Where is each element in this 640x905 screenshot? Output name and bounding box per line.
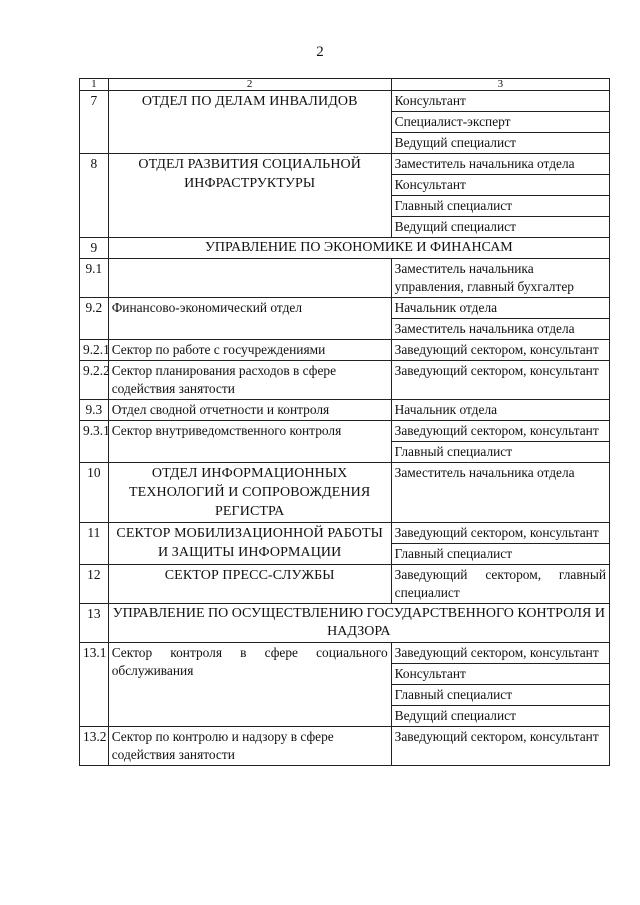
position-cell: Заместитель начальника управления, главный бухгалтер [391,259,609,298]
position-cell: Главный специалист [391,685,609,706]
position-cell: Консультант [391,175,609,196]
position-cell: Заведующий сектором, консультант [391,361,609,400]
department-name: Сектор внутриведомственного контроля [108,421,391,463]
position-cell: Начальник отдела [391,400,609,421]
staff-structure-table [79,78,610,766]
position-cell: Консультант [391,664,609,685]
position-cell: Заведующий сектором, консультант [391,727,609,766]
position-cell: Главный специалист [391,442,609,463]
table-row [80,361,610,400]
position-cell: Заведующий сектором, консультант [391,643,609,664]
row-number: 9.3 [80,400,109,421]
position-cell: Ведущий специалист [391,217,609,238]
department-name: ОТДЕЛ РАЗВИТИЯ СОЦИАЛЬНОЙ ИНФРАСТРУКТУРЫ [108,154,391,238]
department-name: УПРАВЛЕНИЕ ПО ОСУЩЕСТВЛЕНИЮ ГОСУДАРСТВЕННОГО КОНТРОЛЯ И НАДЗОРА [108,604,609,643]
header-col-3: 3 [391,79,609,91]
position-cell: Начальник отдела [391,298,609,319]
table-row [80,340,610,361]
position-cell: Специалист-эксперт [391,112,609,133]
table-row [80,400,610,421]
table-row [80,154,610,175]
department-name: СЕКТОР МОБИЛИЗАЦИОННОЙ РАБОТЫ И ЗАЩИТЫ ИНФОРМАЦИИ [108,523,391,565]
department-name: Финансово-экономический отдел [108,298,391,340]
position-cell: Заведующий сектором, консультант [391,340,609,361]
department-name: ОТДЕЛ ПО ДЕЛАМ ИНВАЛИДОВ [108,91,391,154]
row-number: 13.1 [80,643,109,727]
row-number: 13 [80,604,109,643]
department-name: Сектор планирования расходов в сфере содействия занятости [108,361,391,400]
row-number: 9.2.2 [80,361,109,400]
page-number: 2 [316,44,324,60]
table-row [80,523,610,544]
position-cell: Ведущий специалист [391,133,609,154]
table-row [80,421,610,442]
department-name: Отдел сводной отчетности и контроля [108,400,391,421]
row-number: 9 [80,238,109,259]
row-number: 9.1 [80,259,109,298]
position-cell: Консультант [391,91,609,112]
table-header-row [80,79,610,91]
table-row [80,565,610,604]
table-row [80,238,610,259]
header-col-2: 2 [108,79,391,91]
table-row [80,604,610,643]
position-cell: Ведущий специалист [391,706,609,727]
department-name: ОТДЕЛ ИНФОРМАЦИОННЫХ ТЕХНОЛОГИЙ И СОПРОВОЖДЕНИЯ РЕГИСТРА [108,463,391,523]
row-number: 9.2.1 [80,340,109,361]
row-number: 13.2 [80,727,109,766]
position-cell: Главный специалист [391,196,609,217]
row-number: 10 [80,463,109,523]
position-cell: Заведующий сектором, консультант [391,421,609,442]
table-row [80,643,610,664]
header-col-1: 1 [80,79,109,91]
table-row [80,463,610,523]
row-number: 9.2 [80,298,109,340]
position-cell: Заместитель начальника отдела [391,319,609,340]
department-name: Сектор контроля в сфере социального обслуживания [108,643,391,727]
position-cell: Заместитель начальника отдела [391,463,609,523]
table-row [80,259,610,298]
row-number: 9.3.1 [80,421,109,463]
table-row [80,727,610,766]
position-cell: Заместитель начальника отдела [391,154,609,175]
table-row [80,91,610,112]
department-name: УПРАВЛЕНИЕ ПО ЭКОНОМИКЕ И ФИНАНСАМ [108,238,609,259]
row-number: 11 [80,523,109,565]
row-number: 7 [80,91,109,154]
department-name: Сектор по работе с госучреждениями [108,340,391,361]
department-name [108,259,391,298]
row-number: 12 [80,565,109,604]
position-cell: Заведующий сектором, главный специалист [391,565,609,604]
position-cell: Заведующий сектором, консультант [391,523,609,544]
department-name: Сектор по контролю и надзору в сфере содействия занятости [108,727,391,766]
table-row [80,298,610,319]
department-name: СЕКТОР ПРЕСС-СЛУЖБЫ [108,565,391,604]
row-number: 8 [80,154,109,238]
position-cell: Главный специалист [391,544,609,565]
